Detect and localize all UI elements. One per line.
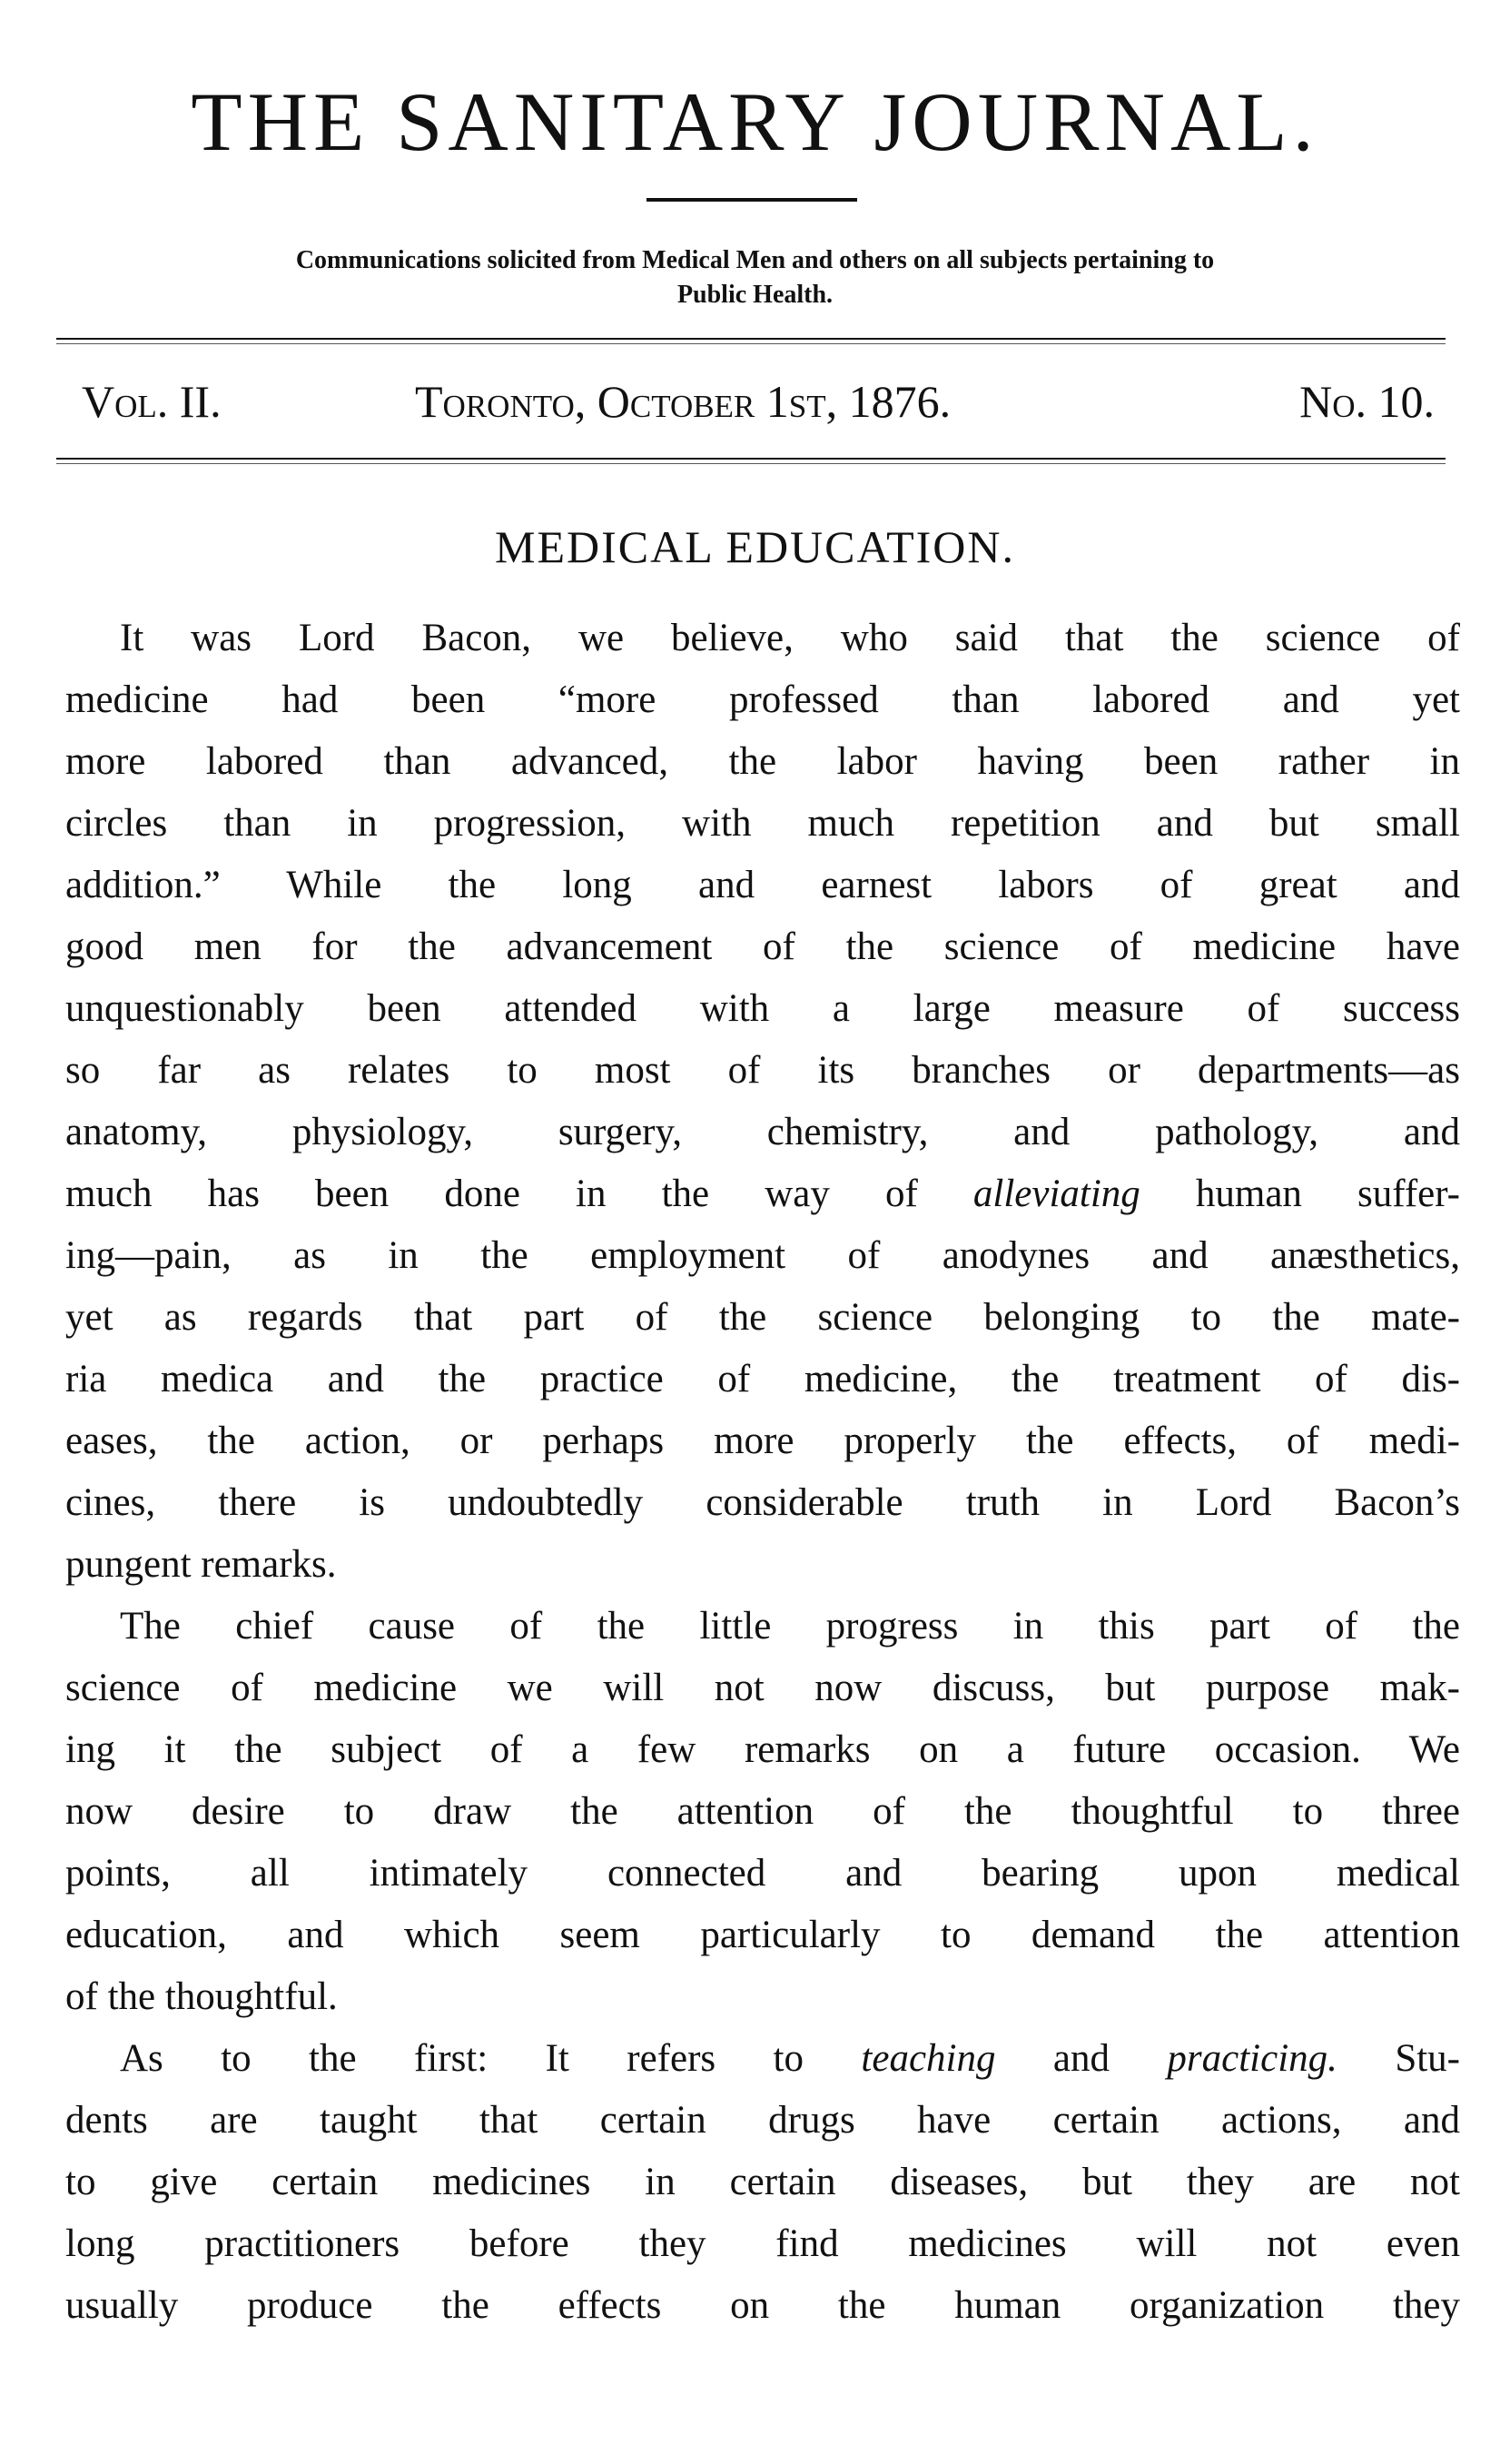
body-line: long practitioners before they find medicines will not even (65, 2222, 1460, 2265)
body-line: points, all intimately connected and bearing upon medical (65, 1852, 1460, 1895)
tagline (91, 243, 1419, 312)
body-line: usually produce the effects on the human organization they (65, 2284, 1460, 2327)
body-line: medicine had been “more professed than labored and yet (65, 678, 1460, 721)
body-line: anatomy, physiology, surgery, chemistry, and pathology, and (65, 1111, 1460, 1153)
body-text: As to the first: It refers to (120, 2037, 862, 2080)
body-line: cines, there is undoubtedly considerable truth in Lord Bacon’s (65, 1481, 1460, 1524)
title-rule (646, 198, 857, 202)
body-line: ing it the subject of a few remarks on a future occasion. We (65, 1728, 1460, 1771)
body-line: yet as regards that part of the science belonging to the mate- (65, 1296, 1460, 1339)
body-line: The chief cause of the little progress in this part of the (120, 1605, 1460, 1648)
body-line: ing—pain, as in the employment of anodynes and anæsthetics, (65, 1234, 1460, 1277)
tagline-line-1: Communications solicited from Medical Men and others on all subjects pertaining to (295, 246, 1215, 274)
issue-line (56, 374, 1446, 429)
italic-term: practicing. (1167, 2037, 1337, 2080)
body-line: dents are taught that certain drugs have certain actions, and (65, 2099, 1460, 2142)
article-heading: MEDICAL EDUCATION. (495, 521, 1015, 572)
body-line: circles than in progression, with much repetition and but small (65, 802, 1460, 845)
body-text: much has been done in the way of (65, 1173, 973, 1215)
issue-volume: Vol. II. (82, 376, 222, 427)
body-line: addition.” While the long and earnest labors of great and (65, 864, 1460, 906)
body-line: unquestionably been attended with a large measure of success (65, 987, 1460, 1030)
issue-date: Toronto, October 1st, 1876. (415, 376, 952, 427)
body-text: and (995, 2037, 1168, 2080)
body-line: ria medica and the practice of medicine, the treatment of dis- (65, 1358, 1460, 1400)
body-line: of the thoughtful. (65, 1975, 338, 2018)
body-line: education, and which seem particularly to demand the attention (65, 1914, 1460, 1956)
tagline-line-2: Public Health. (676, 281, 834, 309)
body-line: eases, the action, or perhaps more properly the effects, of medi- (65, 1420, 1460, 1462)
body-line-with-italic (65, 1170, 1460, 1219)
italic-term: alleviating (972, 1173, 1140, 1215)
issue-number: No. 10. (1299, 376, 1435, 427)
body-text: human suffer- (1140, 1173, 1460, 1215)
body-line: good men for the advancement of the science of medicine have (65, 925, 1460, 968)
body-line-with-italic (120, 2034, 1460, 2083)
body-line: to give certain medicines in certain diseases, but they are not (65, 2161, 1460, 2203)
issue-rule-top-thin (56, 343, 1446, 344)
body-line: pungent remarks. (65, 1543, 337, 1586)
body-line: so far as relates to most of its branches or departments—as (65, 1049, 1460, 1092)
body-line: It was Lord Bacon, we believe, who said that the science of (120, 617, 1460, 659)
issue-rule-bottom-thin (56, 463, 1446, 464)
body-line: science of medicine we will not now discuss, but purpose mak- (65, 1667, 1460, 1709)
journal-title: THE SANITARY JOURNAL. (191, 75, 1319, 168)
issue-rule-top (56, 338, 1446, 340)
body-text: Stu- (1337, 2037, 1460, 2080)
italic-term: teaching (861, 2037, 996, 2080)
issue-rule-bottom (56, 458, 1446, 460)
body-line: now desire to draw the attention of the thoughtful to three (65, 1790, 1460, 1833)
body-line: more labored than advanced, the labor having been rather in (65, 740, 1460, 783)
